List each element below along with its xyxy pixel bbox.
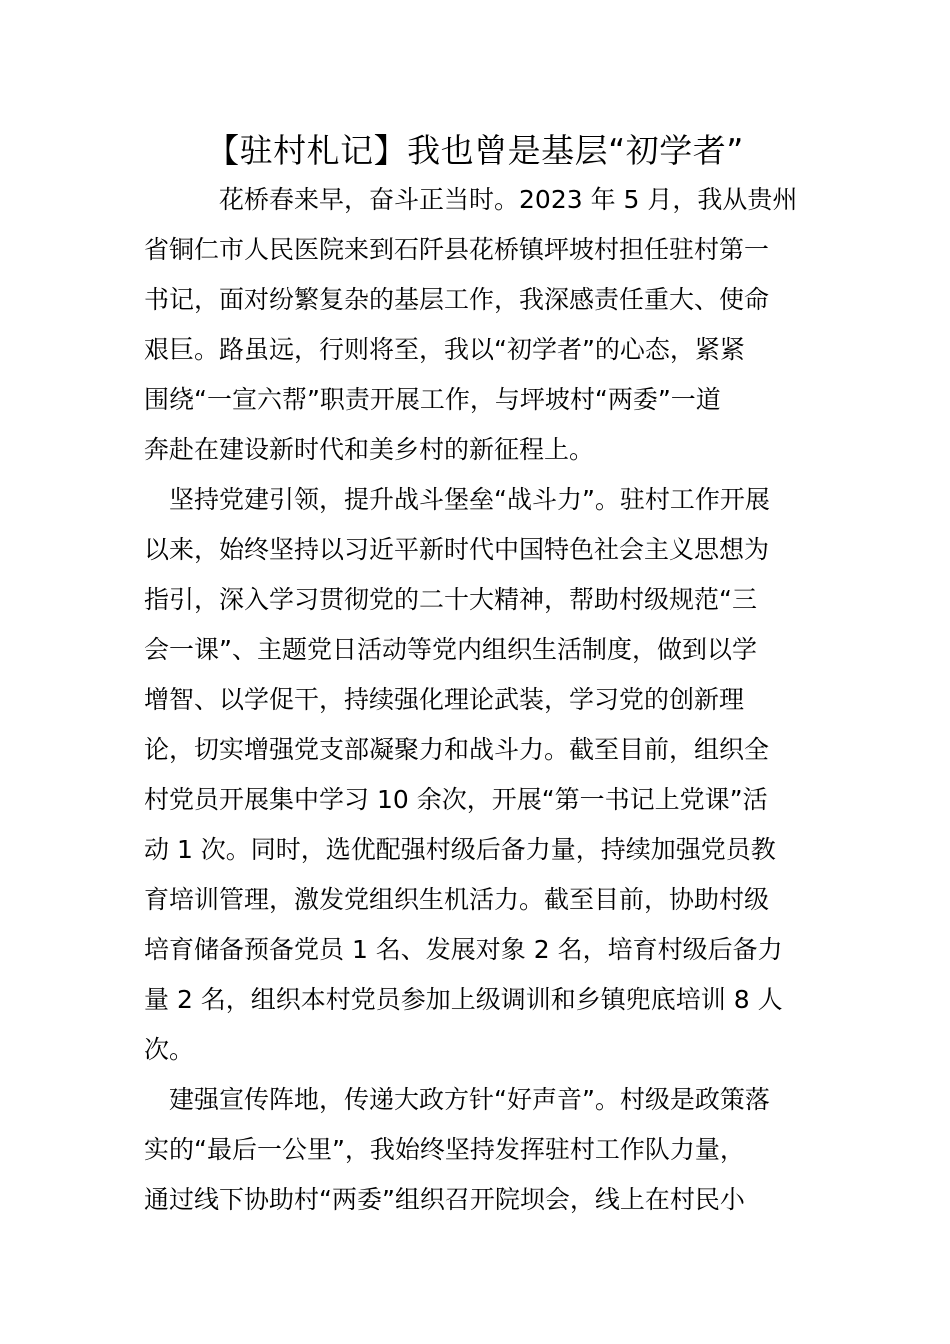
text-line: 实的“最后一公里”，我始终坚持发挥驻村工作队力量， [144,1135,745,1164]
paragraph-party-building [144,475,814,1075]
text-line: 增智、以学促干，持续强化理论武装，学习党的创新理 [144,685,745,714]
text-line: 围绕“一宣六帮”职责开展工作，与坪坡村“两委”一道 [144,385,721,414]
text-line: 奔赴在建设新时代和美乡村的新征程上。 [144,435,595,464]
text-line: 育培训管理，激发党组织生机活力。截至目前，协助村级 [144,885,770,914]
text-line: 指引，深入学习贯彻党的二十大精神，帮助村级规范“三 [144,585,757,614]
text-line: 量 2 名，组织本村党员参加上级调训和乡镇兜底培训 8 人 [144,985,783,1014]
text-line: 会一课”、主题党日活动等党内组织生活制度，做到以学 [144,635,757,664]
text-line: 论，切实增强党支部凝聚力和战斗力。截至目前，组织全 [144,735,770,764]
text-line: 培育储备预备党员 1 名、发展对象 2 名，培育村级后备力 [144,935,783,964]
text-line: 花桥春来早，奋斗正当时。2023 年 5 月，我从贵州 [219,185,798,214]
text-line: 以来，始终坚持以习近平新时代中国特色社会主义思想为 [144,535,770,564]
text-line: 通过线下协助村“两委”组织召开院坝会，线上在村民小 [144,1185,745,1214]
paragraph-publicity [144,1075,814,1225]
text-line: 书记，面对纷繁复杂的基层工作，我深感责任重大、使命 [144,285,770,314]
text-line: 坚持党建引领，提升战斗堡垒“战斗力”。驻村工作开展 [169,485,770,514]
article-title: 【驻村札记】我也曾是基层“初学者” [206,131,744,170]
text-line: 省铜仁市人民医院来到石阡县花桥镇坪坡村担任驻村第一 [144,235,770,264]
text-line: 动 1 次。同时，选优配强村级后备力量，持续加强党员教 [144,835,776,864]
text-line: 村党员开展集中学习 10 余次，开展“第一书记上党课”活 [144,785,768,814]
text-line: 次。 [144,1035,195,1064]
text-line: 建强宣传阵地，传递大政方针“好声音”。村级是政策落 [169,1085,770,1114]
paragraph-intro [144,175,814,475]
text-line: 艰巨。路虽远，行则将至，我以“初学者”的心态，紧紧 [144,335,745,364]
article-body [144,175,814,1225]
